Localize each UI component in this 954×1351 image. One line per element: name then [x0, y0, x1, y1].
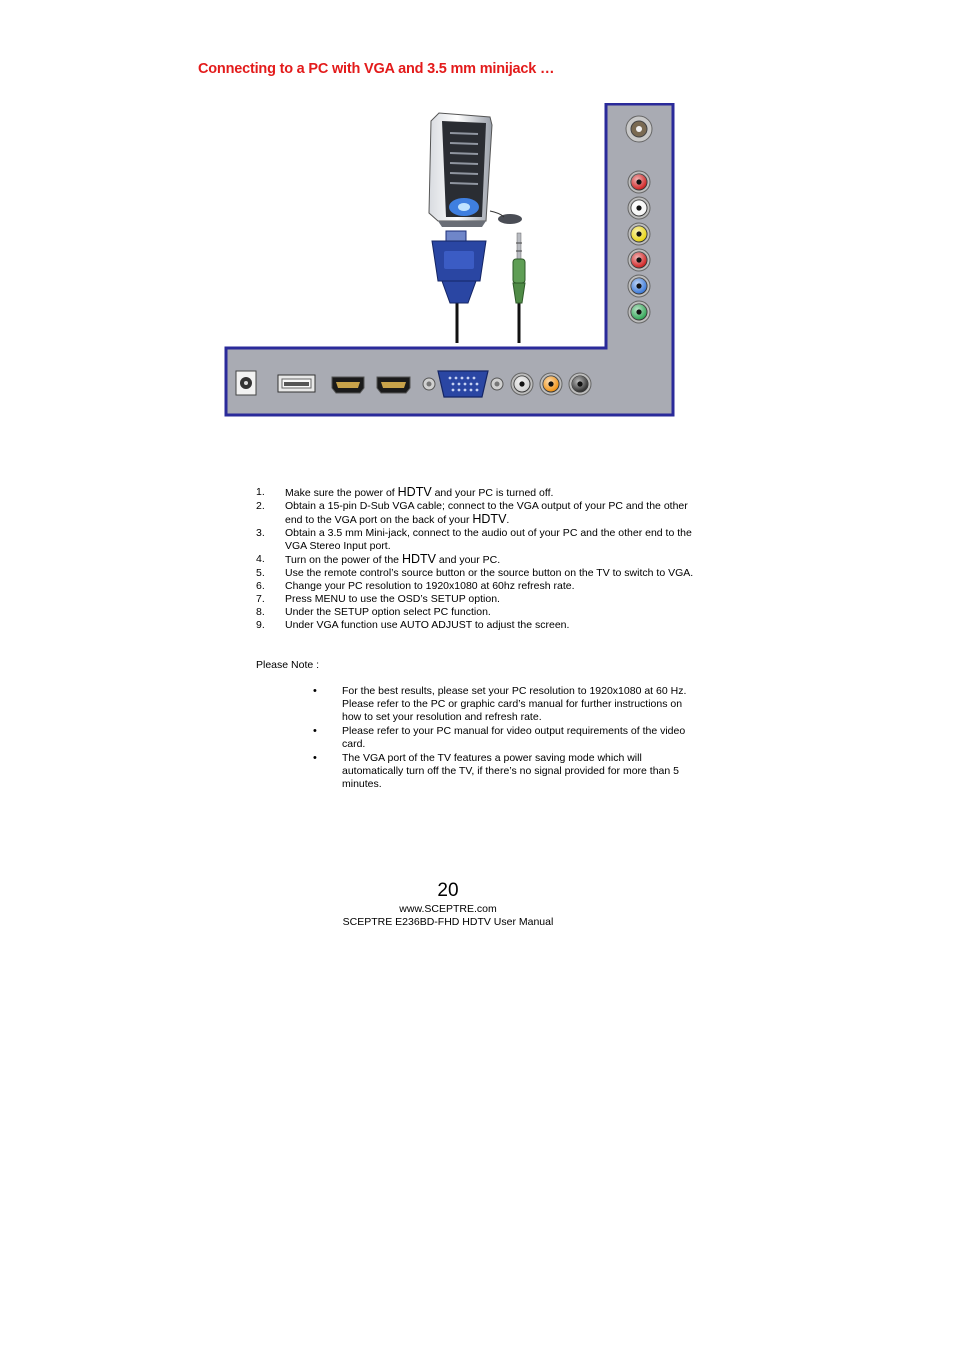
step-item: [256, 606, 706, 619]
usb-port-icon: [278, 375, 315, 392]
pc-tower-icon: [429, 113, 522, 227]
note-text: For the best results, please set your PC resolution to 1920x1080 at 60 Hz. Please refer to the PC or graphic card’s manual for further instructions on how to set your resolution and refresh rate.: [342, 685, 687, 723]
rca-jack-icon: [628, 249, 650, 271]
step-text: .: [506, 514, 510, 526]
connection-diagram: [224, 103, 676, 419]
note-text: The VGA port of the TV features a power saving mode which will automatically turn off the TV, if there’s no signal provided for more than 5 minutes.: [342, 752, 679, 790]
rca-jack-icon: [628, 223, 650, 245]
step-item: [256, 593, 706, 606]
step-number: 5.: [256, 567, 265, 579]
note-item: [313, 752, 703, 791]
hdmi-port-1-icon: [332, 377, 364, 393]
audio-jack-icon: [540, 373, 562, 395]
rca-jack-icon: [628, 197, 650, 219]
rca-jack-icon: [628, 171, 650, 193]
please-note-label: Please Note :: [256, 659, 320, 671]
step-text: HDTV: [401, 552, 436, 566]
step-item: [256, 500, 706, 527]
minijack-plug-icon: [513, 233, 525, 343]
step-text: Obtain a 3.5 mm Mini-jack, connect to the audio out of your PC and the other end to the VGA Stereo Input port.: [285, 527, 692, 552]
step-number: 3.: [256, 527, 265, 539]
step-text: and your PC.: [435, 554, 501, 566]
step-number: 6.: [256, 580, 265, 592]
dc-power-jack-icon: [236, 371, 256, 395]
step-text: HDTV: [397, 485, 432, 499]
footer-website: www.SCEPTRE.com: [399, 903, 497, 915]
bullet-icon: •: [313, 752, 317, 764]
step-text: Make sure the power of: [285, 487, 398, 499]
step-text: and your PC is turned off.: [431, 487, 554, 499]
step-text: Turn on the power of the: [285, 554, 402, 566]
note-list: [313, 685, 703, 792]
step-text: Under VGA function use AUTO ADJUST to adjust the screen.: [285, 619, 570, 631]
step-item: [256, 553, 706, 567]
step-text: Obtain a 15-pin D-Sub VGA cable; connect to the VGA output of your PC and the other end to the VGA port on the back of your: [285, 500, 688, 526]
audio-jack-icon: [511, 373, 533, 395]
bottom-audio-jacks: [511, 373, 591, 395]
step-text: Press MENU to use the OSD’s SETUP option.: [285, 593, 500, 605]
step-number: 4.: [256, 553, 265, 565]
rca-jack-icon: [628, 275, 650, 297]
step-item: [256, 619, 706, 632]
step-item: [256, 527, 706, 553]
step-number: 8.: [256, 606, 265, 618]
page-number: 20: [437, 880, 459, 901]
bullet-icon: •: [313, 685, 317, 697]
step-number: 1.: [256, 486, 265, 498]
step-item: [256, 567, 706, 580]
note-item: [313, 725, 703, 751]
step-number: 7.: [256, 593, 265, 605]
step-text: HDTV: [472, 512, 507, 526]
instruction-steps: [256, 486, 706, 632]
step-text: Change your PC resolution to 1920x1080 at 60hz refresh rate.: [285, 580, 575, 592]
vga-cable-plug-icon: [432, 231, 486, 343]
antenna-input-icon: [626, 116, 652, 142]
step-text: Under the SETUP option select PC function.: [285, 606, 491, 618]
hdmi-port-2-icon: [377, 377, 410, 393]
page-heading: Connecting to a PC with VGA and 3.5 mm minijack …: [198, 61, 555, 77]
audio-jack-icon: [569, 373, 591, 395]
footer-manual-title: SCEPTRE E236BD-FHD HDTV User Manual: [342, 916, 554, 928]
step-text: Use the remote control’s source button or the source button on the TV to switch to VGA.: [285, 567, 694, 579]
step-number: 2.: [256, 500, 265, 512]
step-item: [256, 580, 706, 593]
step-number: 9.: [256, 619, 265, 631]
step-item: [256, 486, 706, 500]
note-text: Please refer to your PC manual for video output requirements of the video card.: [342, 725, 686, 750]
rca-jack-icon: [628, 301, 650, 323]
note-item: [313, 685, 703, 724]
bullet-icon: •: [313, 725, 317, 737]
